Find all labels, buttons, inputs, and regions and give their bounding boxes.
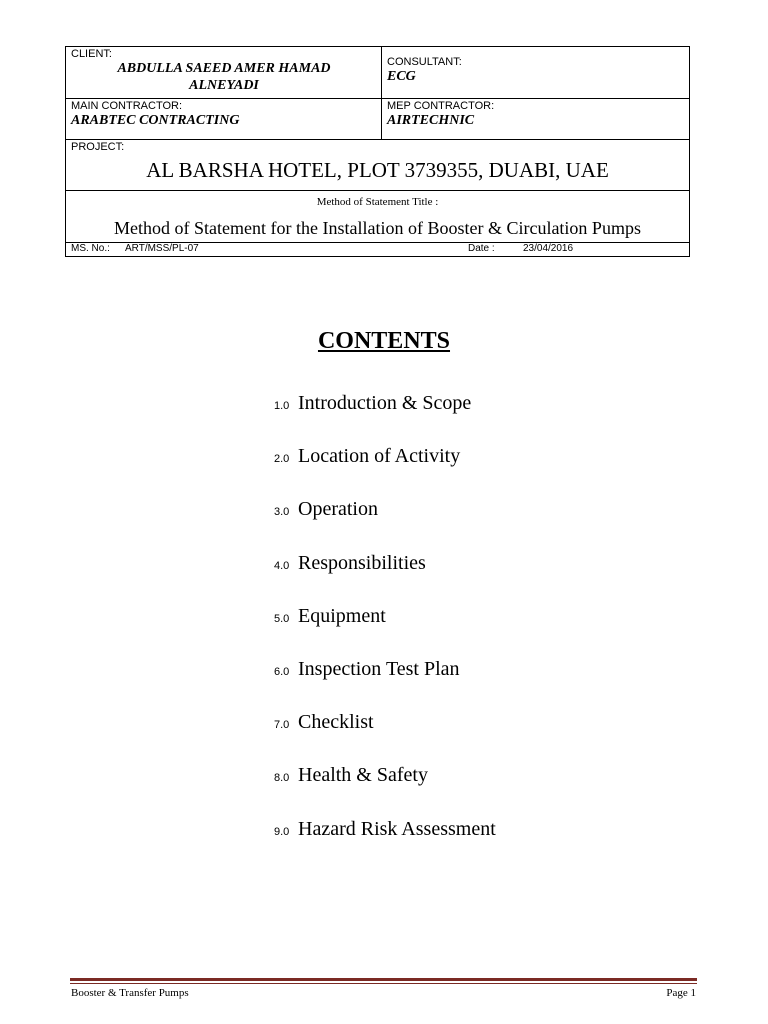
toc-item-text: Location of Activity — [298, 445, 461, 468]
toc-item — [274, 552, 496, 605]
client-label: CLIENT: — [71, 48, 112, 60]
toc-item-number: 9.0 — [274, 825, 290, 838]
mos-title-value: Method of Statement for the Installation of Booster & Circulation Pumps — [114, 218, 641, 238]
toc-item-number: 8.0 — [274, 772, 290, 785]
mep-contractor-value: AIRTECHNIC — [387, 113, 475, 128]
contents-heading: CONTENTS — [317, 328, 451, 354]
header-row-client — [66, 47, 689, 99]
footer-page-number: Page 1 — [666, 987, 696, 999]
toc-item-number: 6.0 — [274, 665, 290, 678]
toc-item-number: 1.0 — [274, 400, 290, 412]
toc-item-text: Operation — [298, 498, 378, 521]
footer-document-title: Booster & Transfer Pumps — [71, 987, 189, 999]
consultant-value: ECG — [387, 69, 416, 84]
project-label: PROJECT: — [71, 141, 125, 153]
footer-rule-thick — [70, 978, 697, 981]
toc-item-text: Equipment — [298, 604, 386, 627]
header-row-mos-title — [66, 191, 689, 243]
toc-item-text: Inspection Test Plan — [298, 657, 460, 680]
toc-item-number: 3.0 — [274, 506, 290, 519]
project-title: AL BARSHA HOTEL, PLOT 3739355, DUABI, UAE — [146, 158, 609, 182]
toc-item — [274, 711, 496, 764]
toc-item-text: Hazard Risk Assessment — [298, 817, 496, 840]
date-value: 23/04/2016 — [523, 243, 574, 254]
ms-no-value: ART/MSS/PL-07 — [125, 243, 199, 254]
mos-title-label: Method of Statement Title : — [316, 196, 439, 208]
footer-rule-thin — [70, 983, 697, 984]
date-label: Date : — [468, 243, 495, 254]
toc-item — [274, 605, 496, 658]
mep-contractor-cell — [382, 99, 689, 139]
main-contractor-label: MAIN CONTRACTOR: — [71, 100, 183, 112]
ms-no-label: MS. No.: — [71, 243, 110, 254]
toc-item — [274, 498, 496, 551]
toc-item — [274, 658, 496, 711]
table-of-contents — [274, 392, 496, 871]
toc-item-number: 7.0 — [274, 719, 290, 732]
toc-item — [274, 392, 496, 445]
header-row-contractors — [66, 99, 689, 140]
toc-item — [274, 818, 496, 871]
main-contractor-cell — [66, 99, 382, 139]
client-name-line2: ALNEYADI — [189, 78, 259, 93]
toc-item — [274, 764, 496, 817]
toc-item-number: 5.0 — [274, 612, 290, 625]
toc-item — [274, 445, 496, 498]
main-contractor-value: ARABTEC CONTRACTING — [71, 113, 240, 128]
toc-item-text: Responsibilities — [298, 551, 426, 574]
client-cell — [66, 47, 382, 98]
toc-item-number: 4.0 — [274, 559, 290, 572]
header-row-project — [66, 140, 689, 191]
toc-item-number: 2.0 — [274, 453, 290, 466]
toc-item-text: Introduction & Scope — [298, 392, 472, 414]
consultant-label: CONSULTANT: — [387, 56, 462, 68]
toc-item-text: Health & Safety — [298, 764, 428, 787]
toc-item-text: Checklist — [298, 711, 374, 734]
document-header-table — [65, 46, 690, 257]
header-row-ms-number — [66, 243, 689, 256]
client-name-line1: ABDULLA SAEED AMER HAMAD — [117, 61, 331, 76]
consultant-cell — [382, 47, 689, 98]
mep-contractor-label: MEP CONTRACTOR: — [387, 100, 495, 112]
